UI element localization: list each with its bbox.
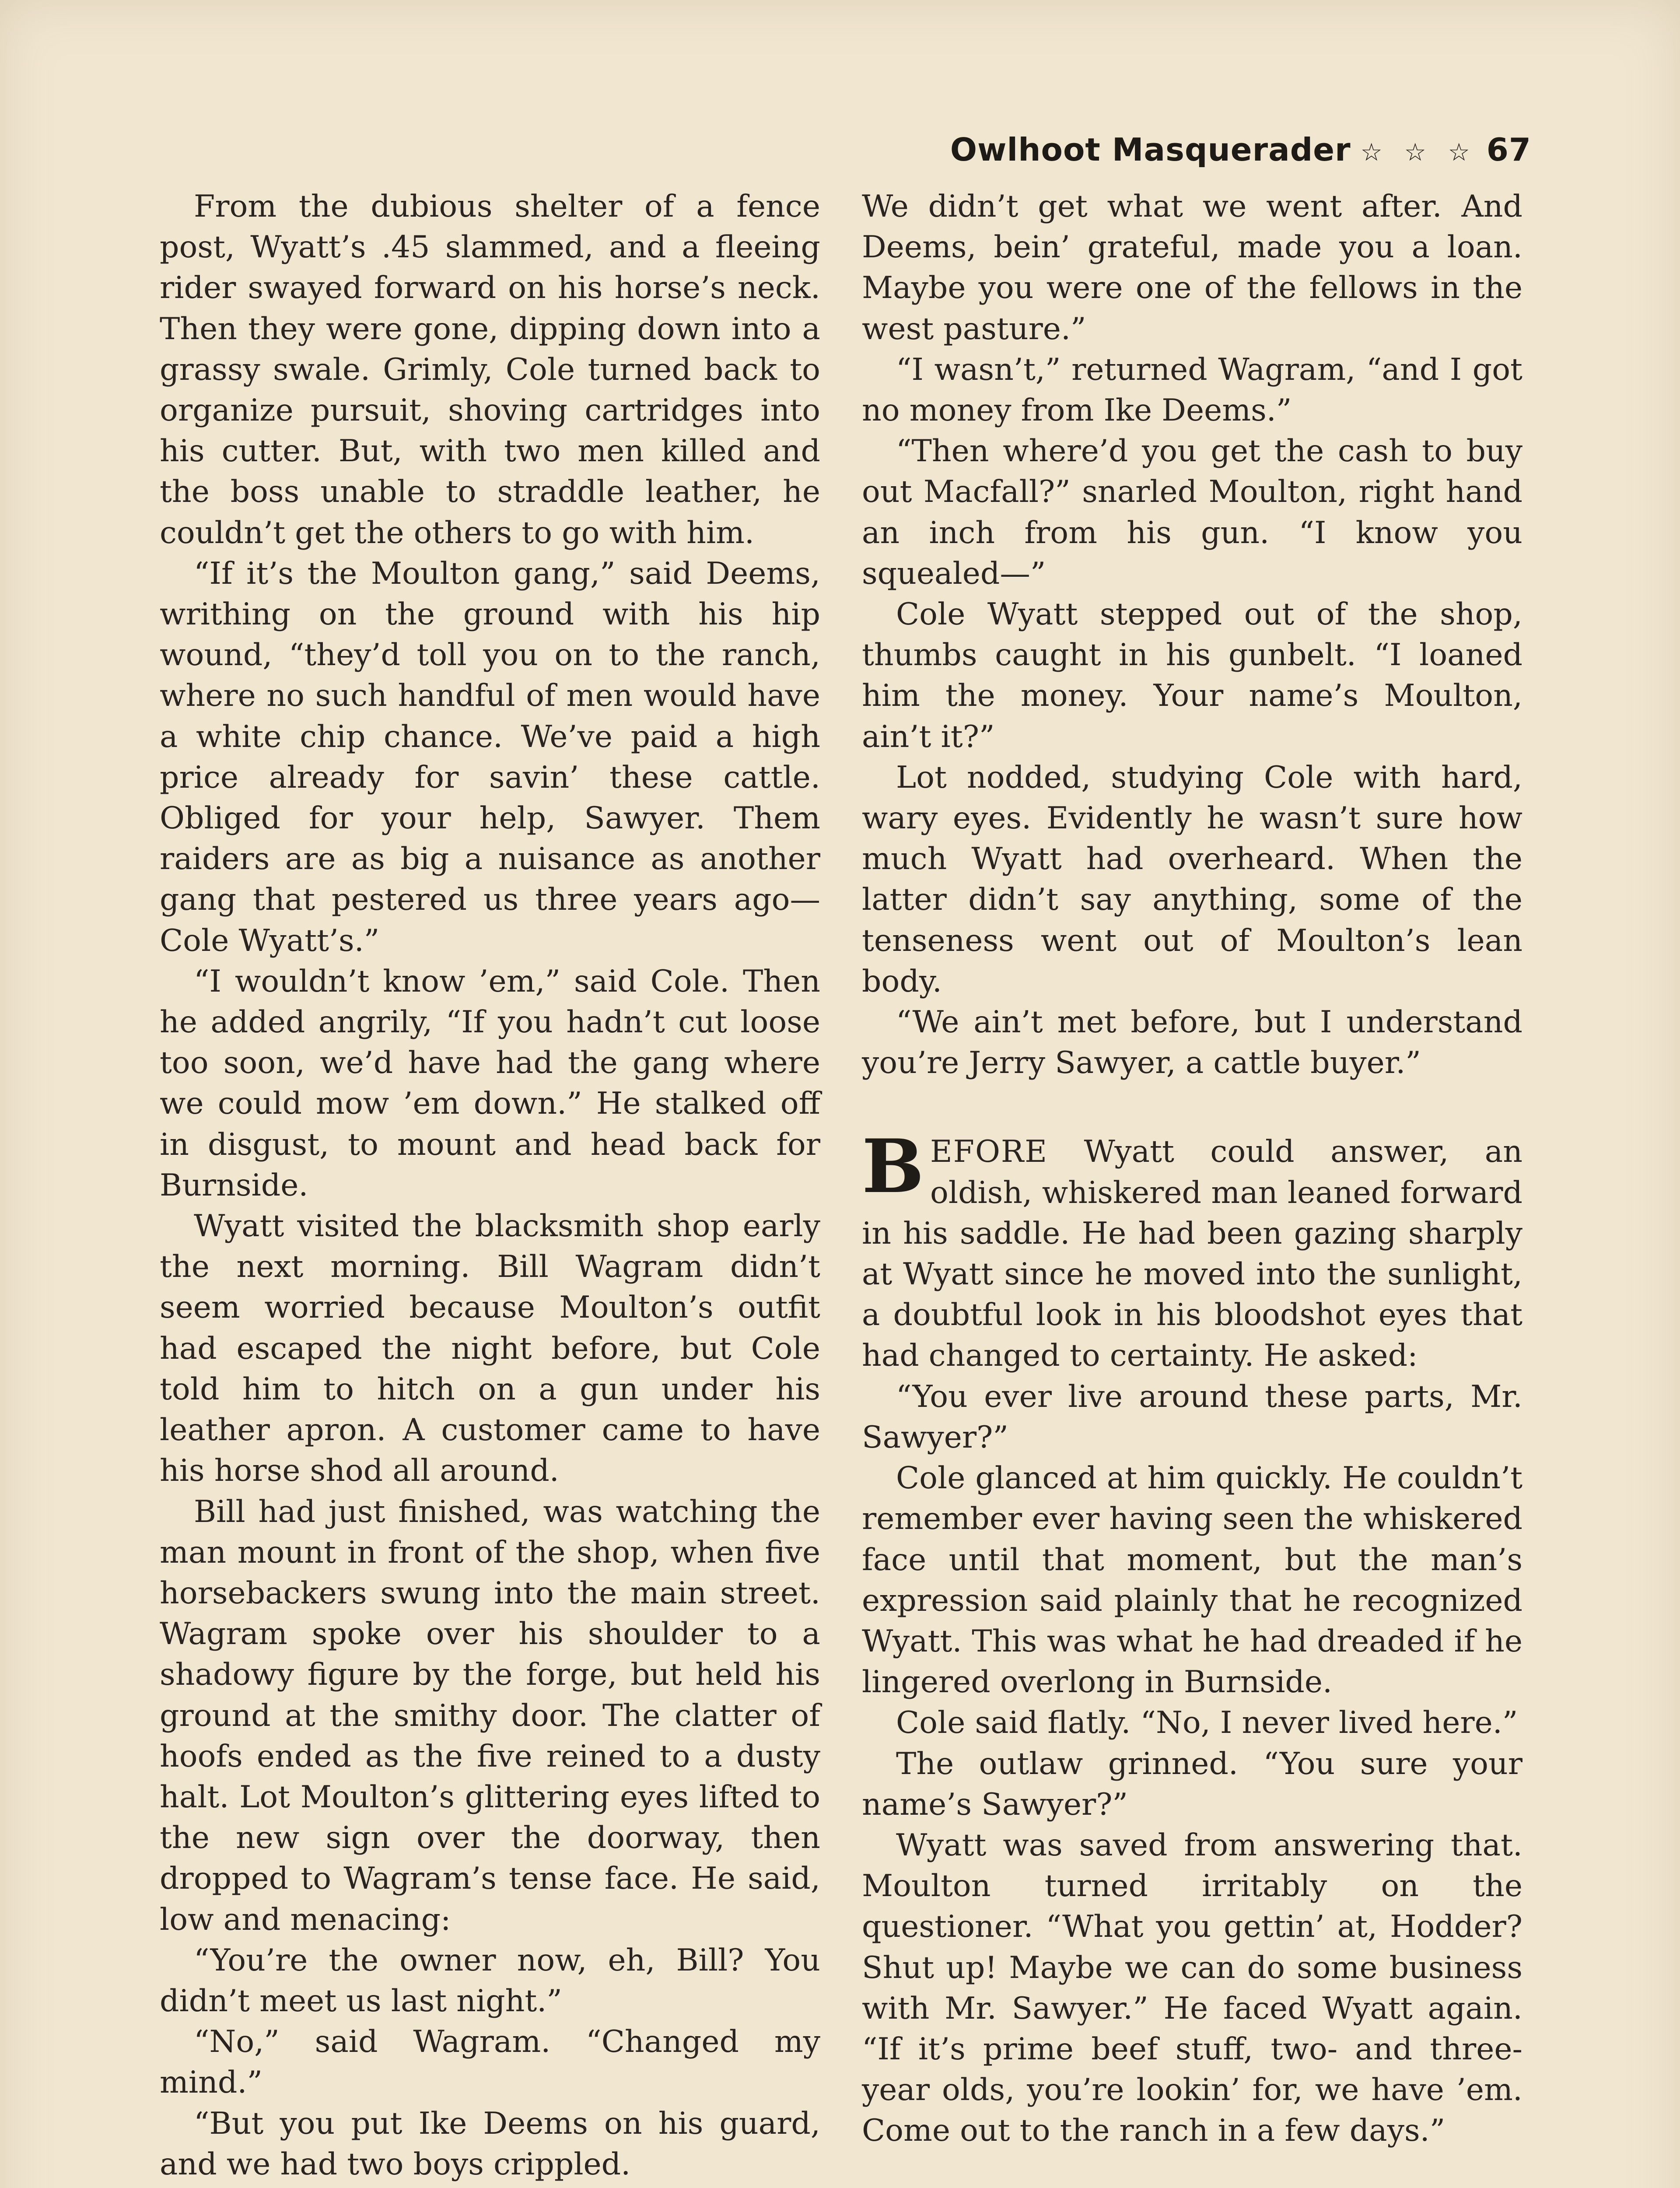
- paragraph: The outlaw grinned. “You sure your name’s Sawyer?”: [862, 1746, 1522, 1822]
- star-ornament-icons: ☆ ☆ ☆: [1360, 138, 1477, 167]
- paragraph: “You’re the owner now, eh, Bill? You didn’t meet us last night.”: [160, 1942, 820, 2019]
- paragraph: Wyatt visited the blacksmith shop early the next morning. Bill Wagram didn’t seem worried because Moulton’s outfit had escaped the night before, but Cole told him to hitch on a gun under his leather apron. A customer came to have his horse shod all around.: [160, 1208, 820, 1489]
- paragraph: “You ever live around these parts, Mr. Sawyer?”: [862, 1378, 1522, 1455]
- paragraph: “If it’s the Moulton gang,” said Deems, writhing on the ground with his hip wound, “they’d toll you on to the ranch, where no such handful of men would have a white chip chance. We’ve paid a high price already for savin’ these cattle. Obliged for your help, Sawyer. Them raiders are as big a nuisance as another gang that pestered us three years ago—Cole Wyatt’s.”: [160, 555, 820, 958]
- paragraph: “Then where’d you get the cash to buy out Macfall?” snarled Moulton, right hand an inch from his gun. “I know you squealed—”: [862, 433, 1522, 591]
- paragraph: From the dubious shelter of a fence post, Wyatt’s .45 slammed, and a fleeing rider swayed forward on his horse’s neck. Then they were gone, dipping down into a grassy swale. Grimly, Cole turned back to organize pursuit, shoving cartridges into his cutter. But, with two men killed and the boss unable to straddle leather, he couldn’t get the others to go with him.: [160, 189, 820, 551]
- paragraph: Wyatt was saved from answering that. Moulton turned irritably on the questioner. “What you gettin’ at, Hodder? Shut up! Maybe we can do some business with Mr. Sawyer.” He faced Wyatt again. “If it’s prime beef stuff, two- and three-year olds, you’re lookin’ for, we have ’em. Come out to the ranch in a few days.”: [862, 1827, 1522, 2149]
- paragraph: “I wasn’t,” returned Wagram, “and I got no money from Ike Deems.”: [862, 351, 1522, 428]
- paragraph: “But you put Ike Deems on his guard, and we had two boys crippled.: [160, 2105, 820, 2182]
- left-column: [160, 186, 820, 2184]
- lead-in-word: EFORE: [930, 1134, 1048, 1170]
- paragraph: “I wouldn’t know ’em,” said Cole. Then he added angrily, “If you hadn’t cut loose too soon, we’d have had the gang where we could mow ’em down.” He stalked off in disgust, to mount and head back for Burnside.: [160, 963, 820, 1203]
- paragraph: Lot nodded, studying Cole with hard, wary eyes. Evidently he wasn’t sure how much Wyatt had overheard. When the latter didn’t say anything, some of the tenseness went out of Moulton’s lean body.: [862, 759, 1522, 999]
- paragraph: Cole said flatly. “No, I never lived here.”: [896, 1705, 1518, 1741]
- paragraph: “No,” said Wagram. “Changed my mind.”: [160, 2024, 820, 2100]
- right-column: [862, 186, 1522, 2151]
- story-title: Owlhoot Masquerader: [950, 131, 1351, 168]
- paragraph-text: Wyatt could answer, an oldish, whiskered man leaned forward in his saddle. He had been gazing sharply at Wyatt since he moved into the sunlight, a doubtful look in his bloodshot eyes that had changed to certainty. He asked:: [862, 1134, 1522, 1374]
- paragraph: “We ain’t met before, but I understand you’re Jerry Sawyer, a cattle buyer.”: [862, 1004, 1522, 1081]
- drop-cap: B: [862, 1123, 924, 1210]
- paragraph: Bill had just finished, was watching the man mount in front of the shop, when five horsebackers swung into the main street. Wagram spoke over his shoulder to a shadowy figure by the forge, but held his ground at the smithy door. The clatter of hoofs ended as the five reined to a dusty halt. Lot Moulton’s glittering eyes lifted to the new sign over the doorway, then dropped to Wagram’s tense face. He said, low and menacing:: [160, 1494, 820, 1937]
- paragraph: Cole glanced at him quickly. He couldn’t remember ever having seen the whiskered face until that moment, but the man’s expression said plainly that he recognized Wyatt. This was what he had dreaded if he lingered overlong in Burnside.: [862, 1460, 1522, 1700]
- page-number: 67: [1486, 131, 1531, 168]
- paragraph-continuation: We didn’t get what we went after. And Deems, bein’ grateful, made you a loan. Maybe you were one of the fellows in the west pasture.”: [862, 189, 1522, 347]
- section-break-paragraph: [862, 1123, 1522, 1376]
- running-header: [950, 131, 1531, 168]
- paragraph: Cole Wyatt stepped out of the shop, thumbs caught in his gunbelt. “I loaned him the money. Your name’s Moulton, ain’t it?”: [862, 596, 1522, 754]
